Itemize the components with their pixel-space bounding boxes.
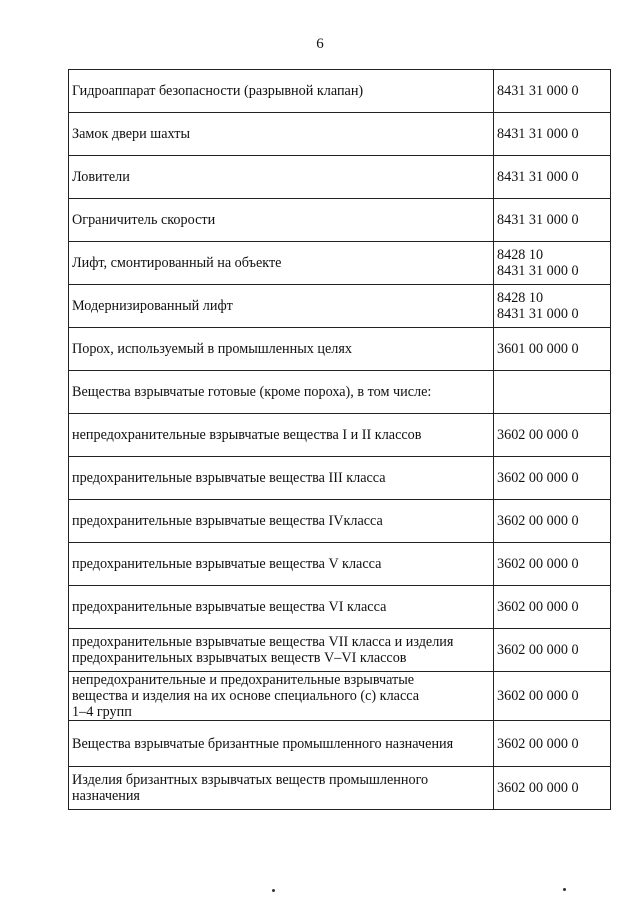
tnved-code-cell	[494, 672, 611, 721]
scan-dot	[272, 889, 275, 892]
item-name-cell	[69, 543, 494, 586]
tnved-code-cell	[494, 70, 611, 113]
tnved-codes-table	[68, 69, 611, 810]
tnved-code-cell	[494, 371, 611, 414]
page-number: 6	[316, 36, 324, 52]
table-row	[69, 543, 611, 586]
item-name-line: предохранительные взрывчатые вещества VII класса и изделия	[72, 634, 454, 650]
item-name-line: Ограничитель скорости	[72, 212, 216, 228]
tnved-code-line: 8431 31 000 0	[497, 126, 579, 142]
item-name-line: Модернизированный лифт	[72, 298, 233, 314]
tnved-code-cell	[494, 500, 611, 543]
item-name-cell	[69, 721, 494, 767]
tnved-code-cell	[494, 199, 611, 242]
item-name-line: предохранительные взрывчатые вещества IVкласса	[72, 513, 383, 529]
tnved-code-cell	[494, 113, 611, 156]
item-name-line: непредохранительные взрывчатые вещества I и II классов	[72, 427, 422, 443]
tnved-code-line: 3602 00 000 0	[497, 470, 579, 486]
item-name-cell	[69, 767, 494, 810]
table-row	[69, 242, 611, 285]
table-row	[69, 629, 611, 672]
item-name-cell	[69, 629, 494, 672]
tnved-code-cell	[494, 285, 611, 328]
item-name-line: Ловители	[72, 169, 130, 185]
tnved-code-line: 3601 00 000 0	[497, 341, 579, 357]
item-name-cell	[69, 371, 494, 414]
table-row	[69, 70, 611, 113]
tnved-code-cell	[494, 586, 611, 629]
table-row	[69, 414, 611, 457]
tnved-code-line: 3602 00 000 0	[497, 780, 579, 796]
tnved-code-line: 8431 31 000 0	[497, 212, 579, 228]
item-name-line: предохранительные взрывчатые вещества V класса	[72, 556, 382, 572]
tnved-code-line: 3602 00 000 0	[497, 688, 579, 704]
tnved-code-cell	[494, 543, 611, 586]
item-name-cell	[69, 285, 494, 328]
item-name-line: Вещества взрывчатые бризантные промышленного назначения	[72, 735, 454, 752]
table-row	[69, 586, 611, 629]
tnved-code-line: 3602 00 000 0	[497, 642, 579, 658]
table-row	[69, 285, 611, 328]
item-name-cell	[69, 500, 494, 543]
tnved-code-cell	[494, 414, 611, 457]
item-name-line: непредохранительные и предохранительные взрывчатые	[72, 672, 415, 688]
tnved-code-line: 8431 31 000 0	[497, 83, 579, 99]
item-name-cell	[69, 113, 494, 156]
tnved-code-cell	[494, 242, 611, 285]
table-row	[69, 457, 611, 500]
item-name-cell	[69, 242, 494, 285]
item-name-line: назначения	[72, 788, 140, 804]
item-name-cell	[69, 586, 494, 629]
item-name-cell	[69, 457, 494, 500]
item-name-line: Лифт, смонтированный на объекте	[72, 255, 282, 271]
table-row	[69, 371, 611, 414]
table-row	[69, 156, 611, 199]
table-row	[69, 328, 611, 371]
tnved-code-line: 3602 00 000 0	[497, 513, 579, 529]
tnved-code-cell	[494, 156, 611, 199]
tnved-code-line: 8431 31 000 0	[497, 263, 579, 279]
item-name-cell	[69, 199, 494, 242]
scan-dot	[563, 888, 566, 891]
tnved-code-cell	[494, 328, 611, 371]
item-name-cell	[69, 672, 494, 721]
table-row	[69, 721, 611, 767]
item-name-line: вещества и изделия на их основе специального (с) класса	[72, 688, 420, 704]
table-row	[69, 767, 611, 810]
tnved-code-line: 3602 00 000 0	[497, 735, 579, 752]
item-name-line: предохранительных взрывчатых веществ V–VI классов	[72, 650, 407, 666]
item-name-line: предохранительные взрывчатые вещества VI класса	[72, 599, 387, 615]
tnved-code-line: 8428 10	[497, 247, 544, 263]
table-row	[69, 672, 611, 721]
tnved-code-line: 3602 00 000 0	[497, 427, 579, 443]
item-name-cell	[69, 414, 494, 457]
item-name-line: Порох, используемый в промышленных целях	[72, 341, 352, 357]
tnved-code-line: 3602 00 000 0	[497, 599, 579, 615]
table-row	[69, 199, 611, 242]
tnved-code-line: 8428 10	[497, 290, 544, 306]
tnved-code-line: 8431 31 000 0	[497, 306, 579, 322]
item-name-line: предохранительные взрывчатые вещества III класса	[72, 470, 386, 486]
tnved-code-cell	[494, 721, 611, 767]
item-name-cell	[69, 156, 494, 199]
item-name-line: Изделия бризантных взрывчатых веществ промышленного	[72, 772, 429, 788]
item-name-cell	[69, 70, 494, 113]
tnved-code-line: 3602 00 000 0	[497, 556, 579, 572]
item-name-line: Гидроаппарат безопасности (разрывной клапан)	[72, 83, 364, 99]
item-name-line: Вещества взрывчатые готовые (кроме пороха), в том числе:	[72, 384, 432, 400]
tnved-code-cell	[494, 629, 611, 672]
tnved-code-cell	[494, 457, 611, 500]
tnved-code-line: 8431 31 000 0	[497, 169, 579, 185]
item-name-line: 1–4 групп	[72, 704, 132, 720]
table-body	[69, 70, 611, 810]
tnved-code-cell	[494, 767, 611, 810]
table-row	[69, 500, 611, 543]
table-row	[69, 113, 611, 156]
item-name-cell	[69, 328, 494, 371]
item-name-line: Замок двери шахты	[72, 126, 190, 142]
